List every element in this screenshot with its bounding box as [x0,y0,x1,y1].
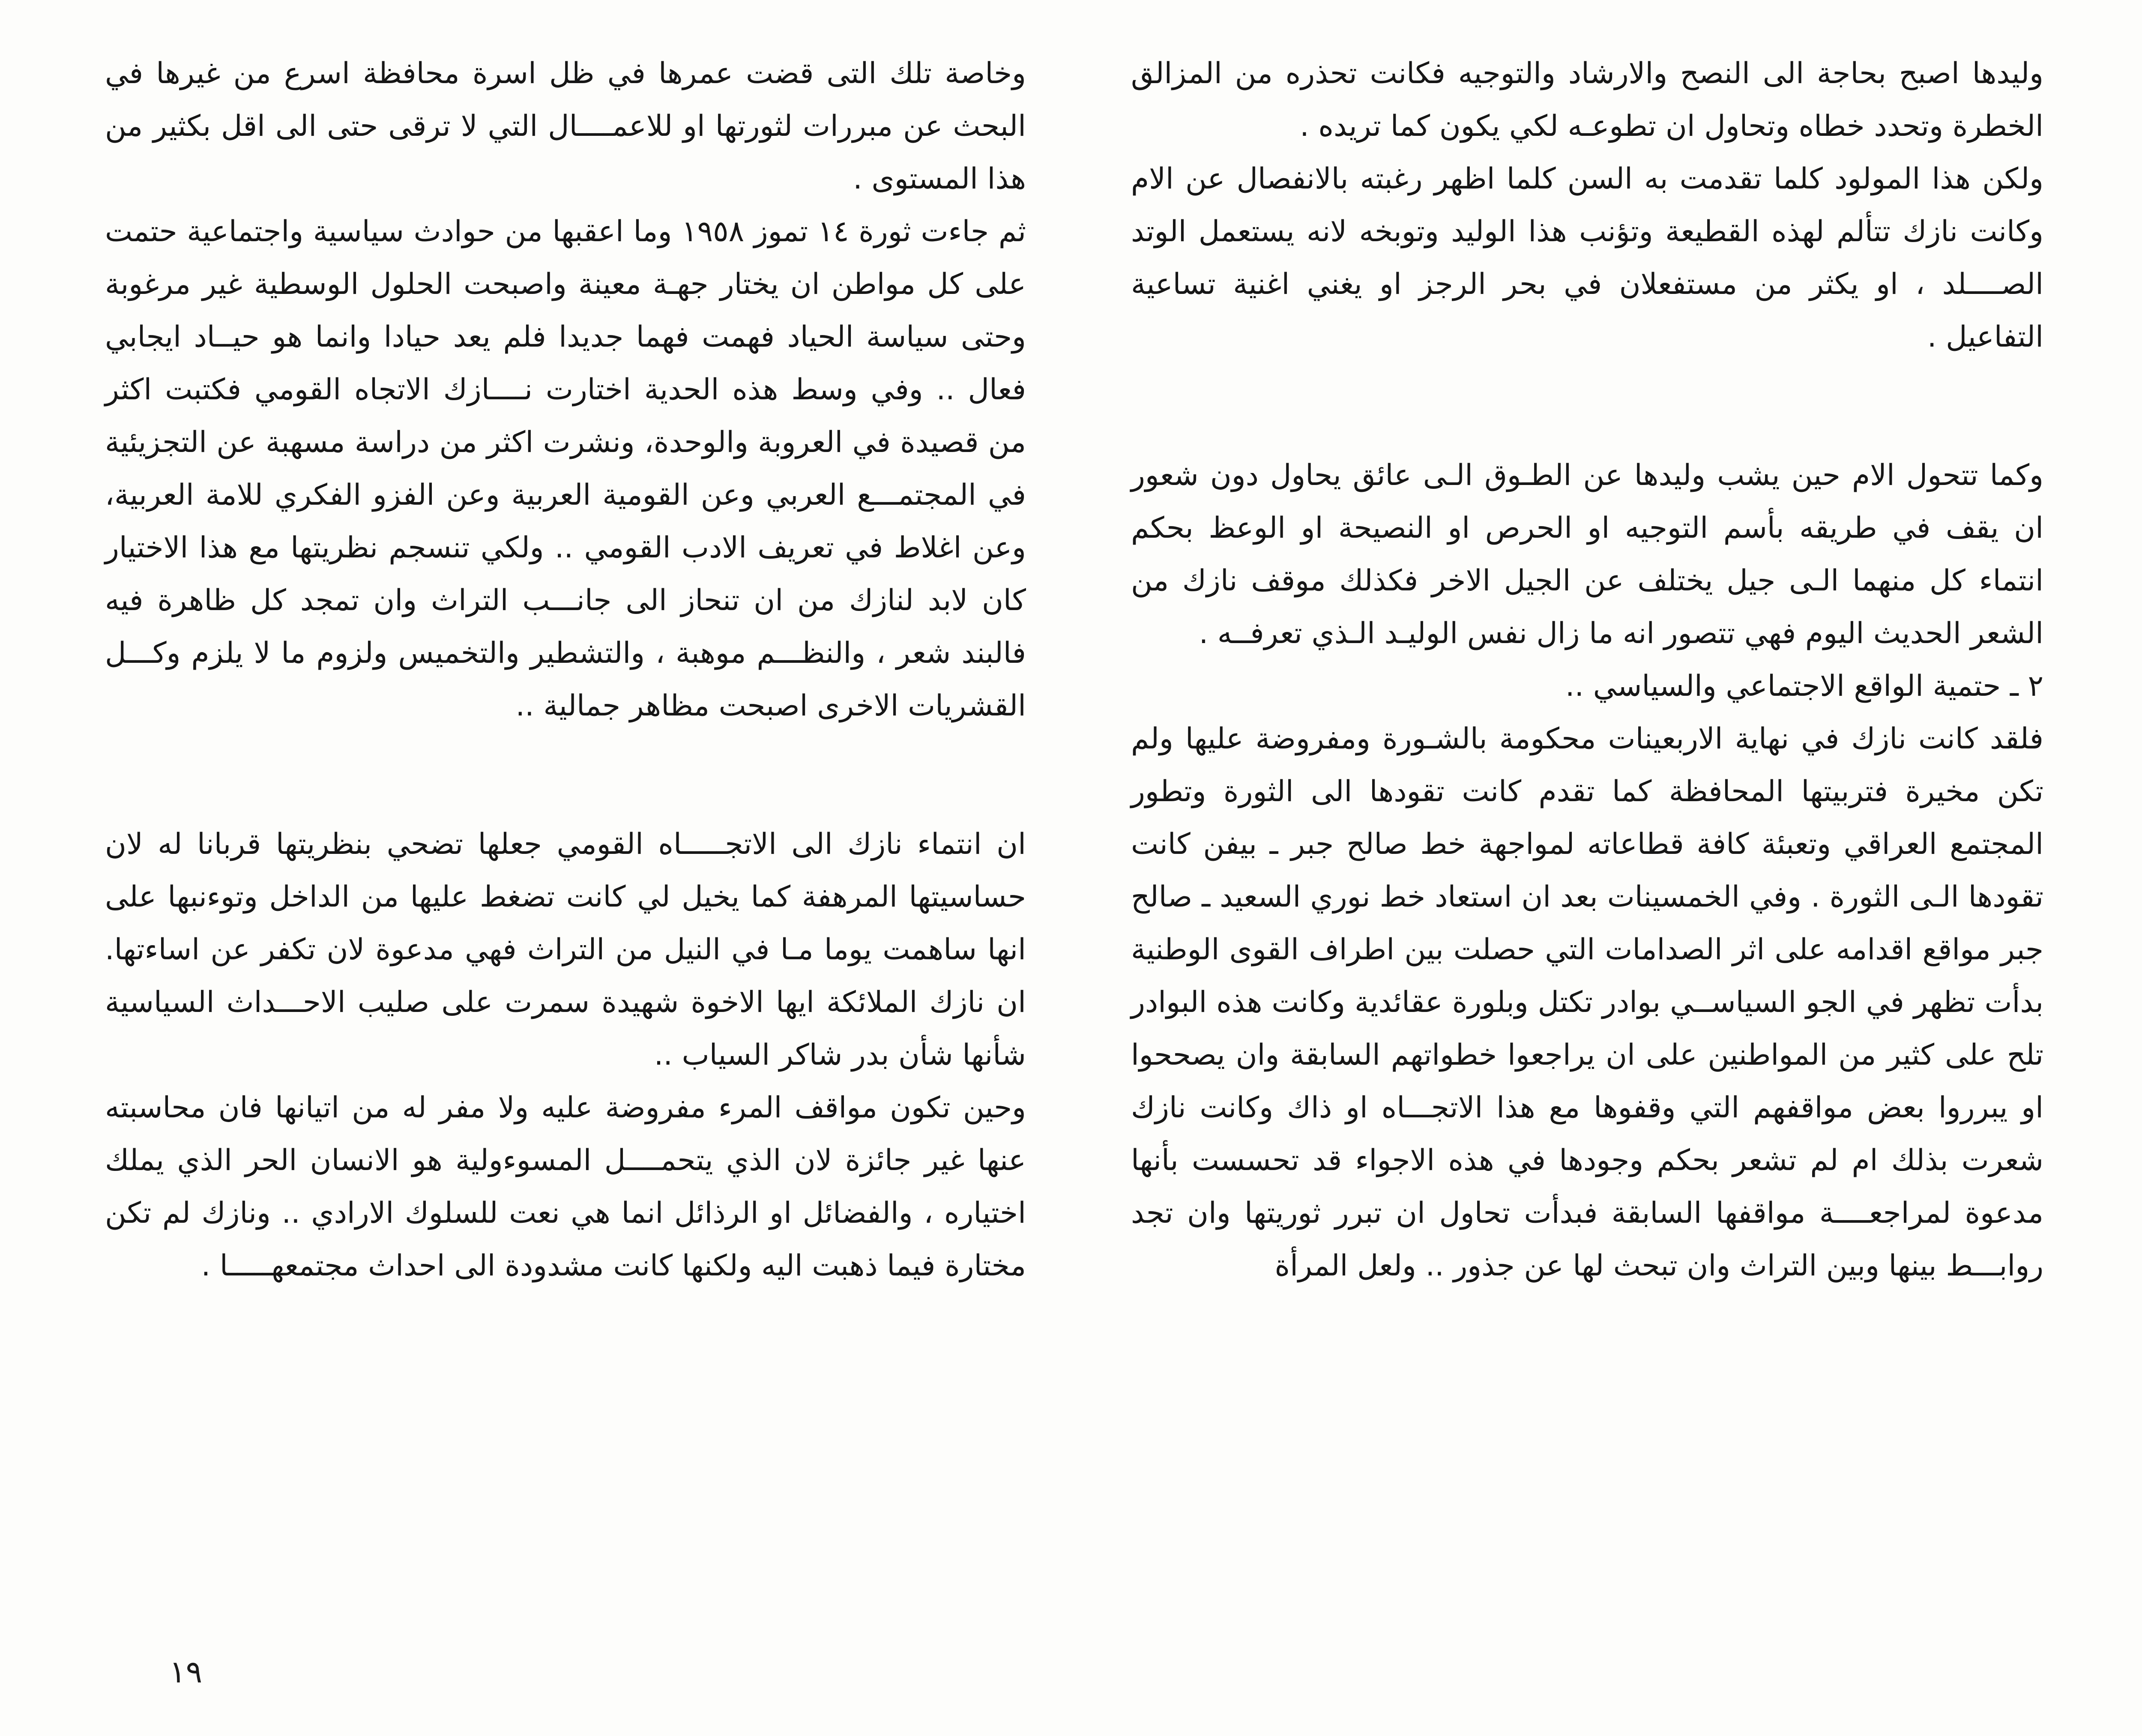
right-paragraph-1: وليدها اصبح بحاجة الى النصح والارشاد والتوجيه فكانت تحذره من المزالق الخطرة وتحدد خطاه وتحاول ان تطوعـه لكي يكون كما تريده . [1131,57,2043,143]
left-paragraph-1: وخاصة تلك التى قضت عمرها في ظل اسرة محافظة اسرع من غيرها في البحث عن مبررات لثورتها او للاعمــــال التي لا ترقى حتى الى اقل بكثير من هذا المستوى . [105,57,1026,196]
left-paragraph-3: ان انتماء نازك الى الاتجـــــاه القومي جعلها تضحي بنظريتها قربانا له لان حساسيتها المرهفة كما يخيل لي كانت تضغط عليها من الداخل وتوءنبها على انها ساهمت يوما مـا في النيل من التراث فهي مدعوة لان تكفر عن اساءتها. ان نازك الملائكة ايها الاخوة شهيدة سمرت على صليب الاحـــداث السياسية شأنها شأن بدر شاكر السياب .. [105,827,1026,1072]
page-number: ١٩ [169,1654,203,1690]
right-page-column [1131,47,2043,1292]
left-paragraph-4: وحين تكون مواقف المرء مفروضة عليه ولا مفر له من اتيانها فان محاسبته عنها غير جائزة لان الذي يتحمــــل المسوءولية هو الانسان الحر الذي يملك اختياره ، والفضائل او الرذائل انما هي نعت للسلوك الارادي .. ونازك لم تكن مختارة فيما ذهبت اليه ولكنها كانت مشدودة الى احداث مجتمعهـــــا . [105,1091,1026,1283]
left-page-column [105,47,1026,1292]
paragraph-gap [1131,363,2043,449]
right-paragraph-2: ولكن هذا المولود كلما تقدمت به السن كلما اظهر رغبته بالانفصال عن الام وكانت نازك تتألم لهذه القطيعة وتؤنب هذا الوليد وتوبخه لانه يستعمل الوتد الصــــلد ، او يكثر من مستفعلان في بحر الرجز او يغني اغنية تساعية التفاعيل . [1131,162,2043,354]
paragraph-gap [105,732,1026,818]
left-paragraph-2: ثم جاءت ثورة ١٤ تموز ١٩٥٨ وما اعقبها من حوادث سياسية واجتماعية حتمت على كل مواطن ان يختار جهـة معينة واصبحت الحلول الوسطية غير مرغوبة وحتى سياسة الحياد فهمت فهما جديدا فلم يعد حيادا وانما هو حيــاد ايجابي فعال .. وفي وسط هذه الحدية اختارت نــــازك الاتجاه القومي فكتبت اكثر من قصيدة في العروبة والوحدة، ونشرت اكثر من دراسة مسهبة عن التجزيئية في المجتمـــع العربي وعن القومية العربية وعن الفزو الفكري للامة العربية، وعن اغلاط في تعريف الادب القومي .. ولكي تنسجم نظريتها مع هذا الاختيار كان لابد لنازك من ان تنحاز الى جانـــب التراث وان تمجد كل ظاهرة فيه فالبند شعر ، والنظـــم موهبة ، والتشطير والتخميس ولزوم ما لا يلزم وكـــل القشريات الاخرى اصبحت مظاهر جمالية .. [105,215,1026,723]
right-paragraph-3: وكما تتحول الام حين يشب وليدها عن الطـوق الـى عائق يحاول دون شعور ان يقف في طريقه بأسم التوجيه او الحرص او النصيحة او الوعظ بحكم انتماء كل منهما الـى جيل يختلف عن الجيل الاخر فكذلك موقف نازك من الشعر الحديث اليوم فهي تتصور انه ما زال نفس الوليـد الـذي تعرفــه . [1131,458,2043,650]
section-heading: ٢ ـ حتمية الواقع الاجتماعي والسياسي .. [1565,669,2043,703]
right-paragraph-4: فلقد كانت نازك في نهاية الاربعينات محكومة بالشـورة ومفروضة عليها ولم تكن مخيرة فتربيتها المحافظة كما تقدم كانت تقودها الى الثورة وتطور المجتمع العراقي وتعبئة كافة قطاعاته لمواجهة خط صالح جبر ـ بيفن كانت تقودها الـى الثورة . وفي الخمسينات بعد ان استعاد خط نوري السعيد ـ صالح جبر مواقع اقدامه على اثر الصدامات التي حصلت بين اطراف القوى الوطنية بدأت تظهر في الجو السياســي بوادر تكتل وبلورة عقائدية وكانت هذه البوادر تلح على كثير من المواطنين على ان يراجعوا خطواتهم السابقة وان يصححوا او يبرروا بعض مواقفهم التي وقفوها مع هذا الاتجـــاه او ذاك وكانت نازك شعرت بذلك ام لم تشعر بحكم وجودها في هذه الاجواء قد تحسست بأنها مدعوة لمراجعــــة مواقفها السابقة فبدأت تحاول ان تبرر ثوريتها وان تجد روابـــط بينها وبين التراث وان تبحث لها عن جذور .. ولعل المرأة [1131,722,2043,1283]
